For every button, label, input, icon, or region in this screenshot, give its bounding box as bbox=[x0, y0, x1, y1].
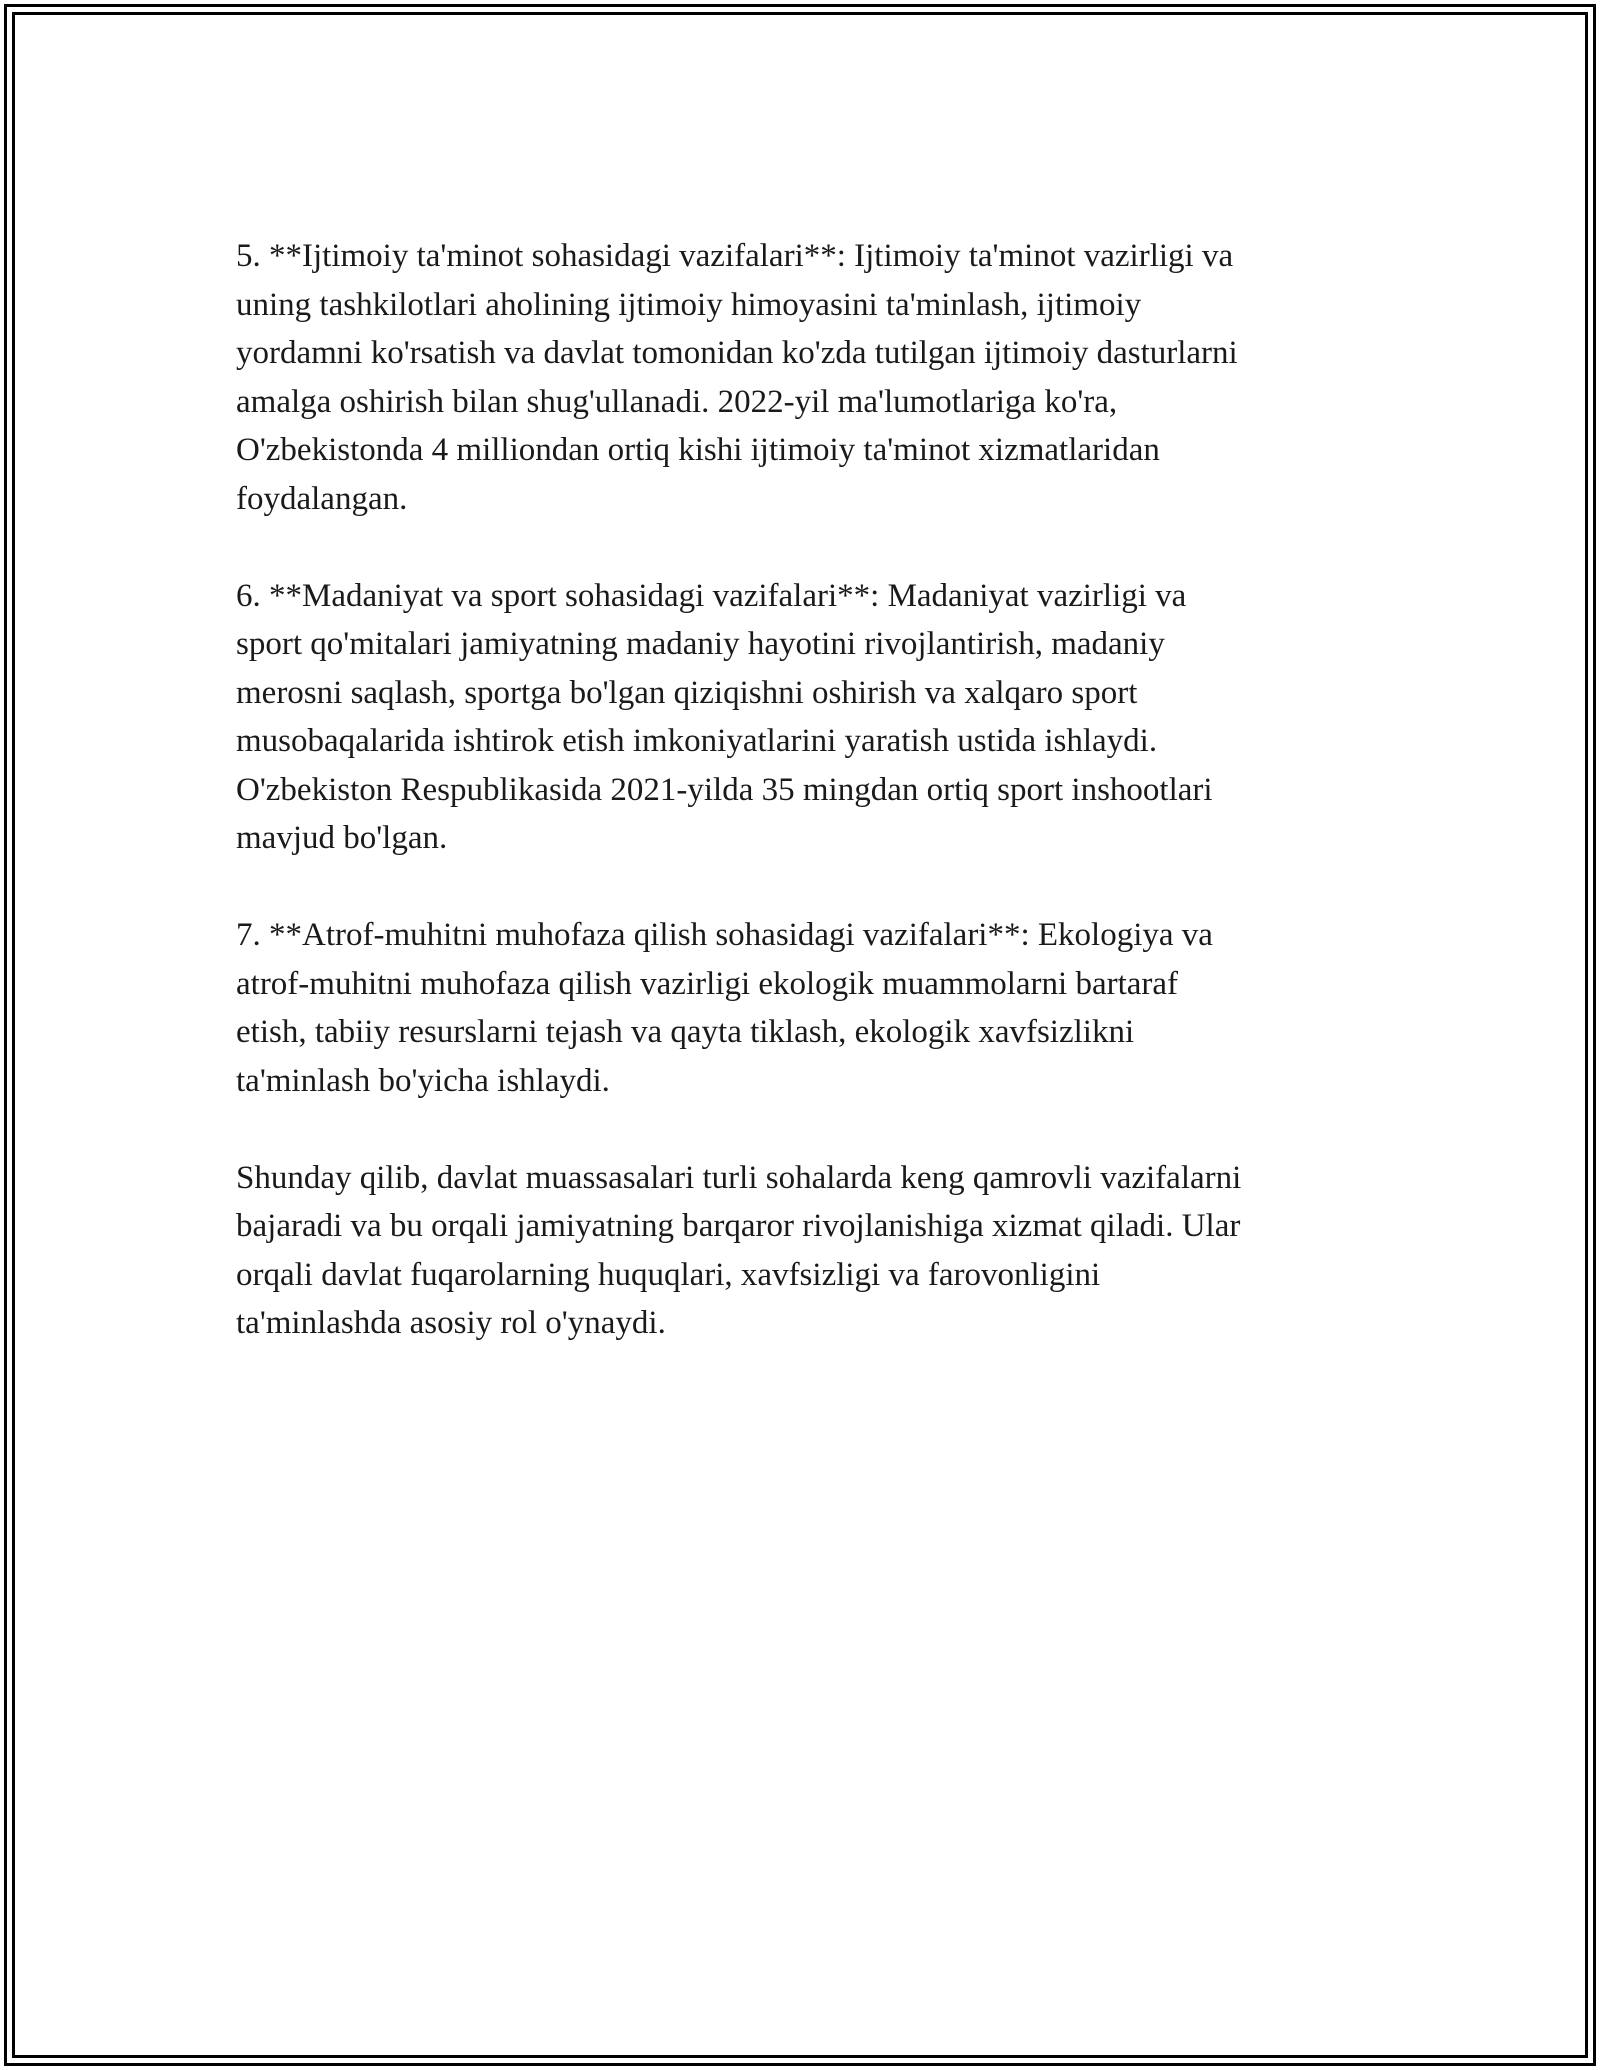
text-line: orqali davlat fuqarolarning huquqlari, xavfsizligi va farovonligini bbox=[236, 1256, 1101, 1293]
text-line: 5. **Ijtimoiy ta'minot sohasidagi vazifalari**: Ijtimoiy ta'minot vazirligi va bbox=[236, 238, 1234, 274]
paragraph-conclusion bbox=[236, 1154, 1376, 1348]
text-line: etish, tabiiy resurslarni tejash va qayta tiklash, ekologik xavfsizlikni bbox=[236, 1014, 1135, 1050]
text-line: sport qo'mitalari jamiyatning madaniy hayotini rivojlantirish, madaniy bbox=[236, 626, 1165, 662]
text-line: amalga oshirish bilan shug'ullanadi. 2022-yil ma'lumotlariga ko'ra, bbox=[236, 383, 1118, 420]
text-line: atrof-muhitni muhofaza qilish vazirligi ekologik muammolarni bartaraf bbox=[236, 965, 1179, 1002]
paragraph-environment bbox=[236, 911, 1376, 1105]
text-line: ta'minlashda asosiy rol o'ynaydi. bbox=[236, 1305, 666, 1341]
text-line: merosni saqlash, sportga bo'lgan qiziqishni oshirish va xalqaro sport bbox=[236, 674, 1138, 711]
text-line: uning tashkilotlari aholining ijtimoiy himoyasini ta'minlash, ijtimoiy bbox=[236, 286, 1142, 323]
text-line: ta'minlash bo'yicha ishlaydi. bbox=[236, 1062, 610, 1099]
text-line: bajaradi va bu orqali jamiyatning barqaror rivojlanishiga xizmat qiladi. Ular bbox=[236, 1208, 1241, 1244]
text-line: foydalangan. bbox=[236, 480, 408, 517]
paragraph-culture-sport bbox=[236, 572, 1376, 863]
text-line: O'zbekiston Respublikasida 2021-yilda 35 mingdan ortiq sport inshootlari bbox=[236, 771, 1213, 808]
text-line: O'zbekistonda 4 milliondan ortiq kishi ijtimoiy ta'minot xizmatlaridan bbox=[236, 432, 1160, 468]
text-line: 6. **Madaniyat va sport sohasidagi vazifalari**: Madaniyat vazirligi va bbox=[236, 577, 1187, 614]
text-line: musobaqalarida ishtirok etish imkoniyatlarini yaratish ustida ishlaydi. bbox=[236, 723, 1158, 759]
text-line: yordamni ko'rsatish va davlat tomonidan ko'zda tutilgan ijtimoiy dasturlarni bbox=[236, 335, 1238, 371]
text-line: Shunday qilib, davlat muassasalari turli sohalarda keng qamrovli vazifalarni bbox=[236, 1159, 1242, 1196]
text-line: 7. **Atrof-muhitni muhofaza qilish sohasidagi vazifalari**: Ekologiya va bbox=[236, 917, 1213, 953]
document-body bbox=[236, 232, 1376, 1396]
text-line: mavjud bo'lgan. bbox=[236, 820, 448, 856]
paragraph-social-security bbox=[236, 232, 1376, 523]
